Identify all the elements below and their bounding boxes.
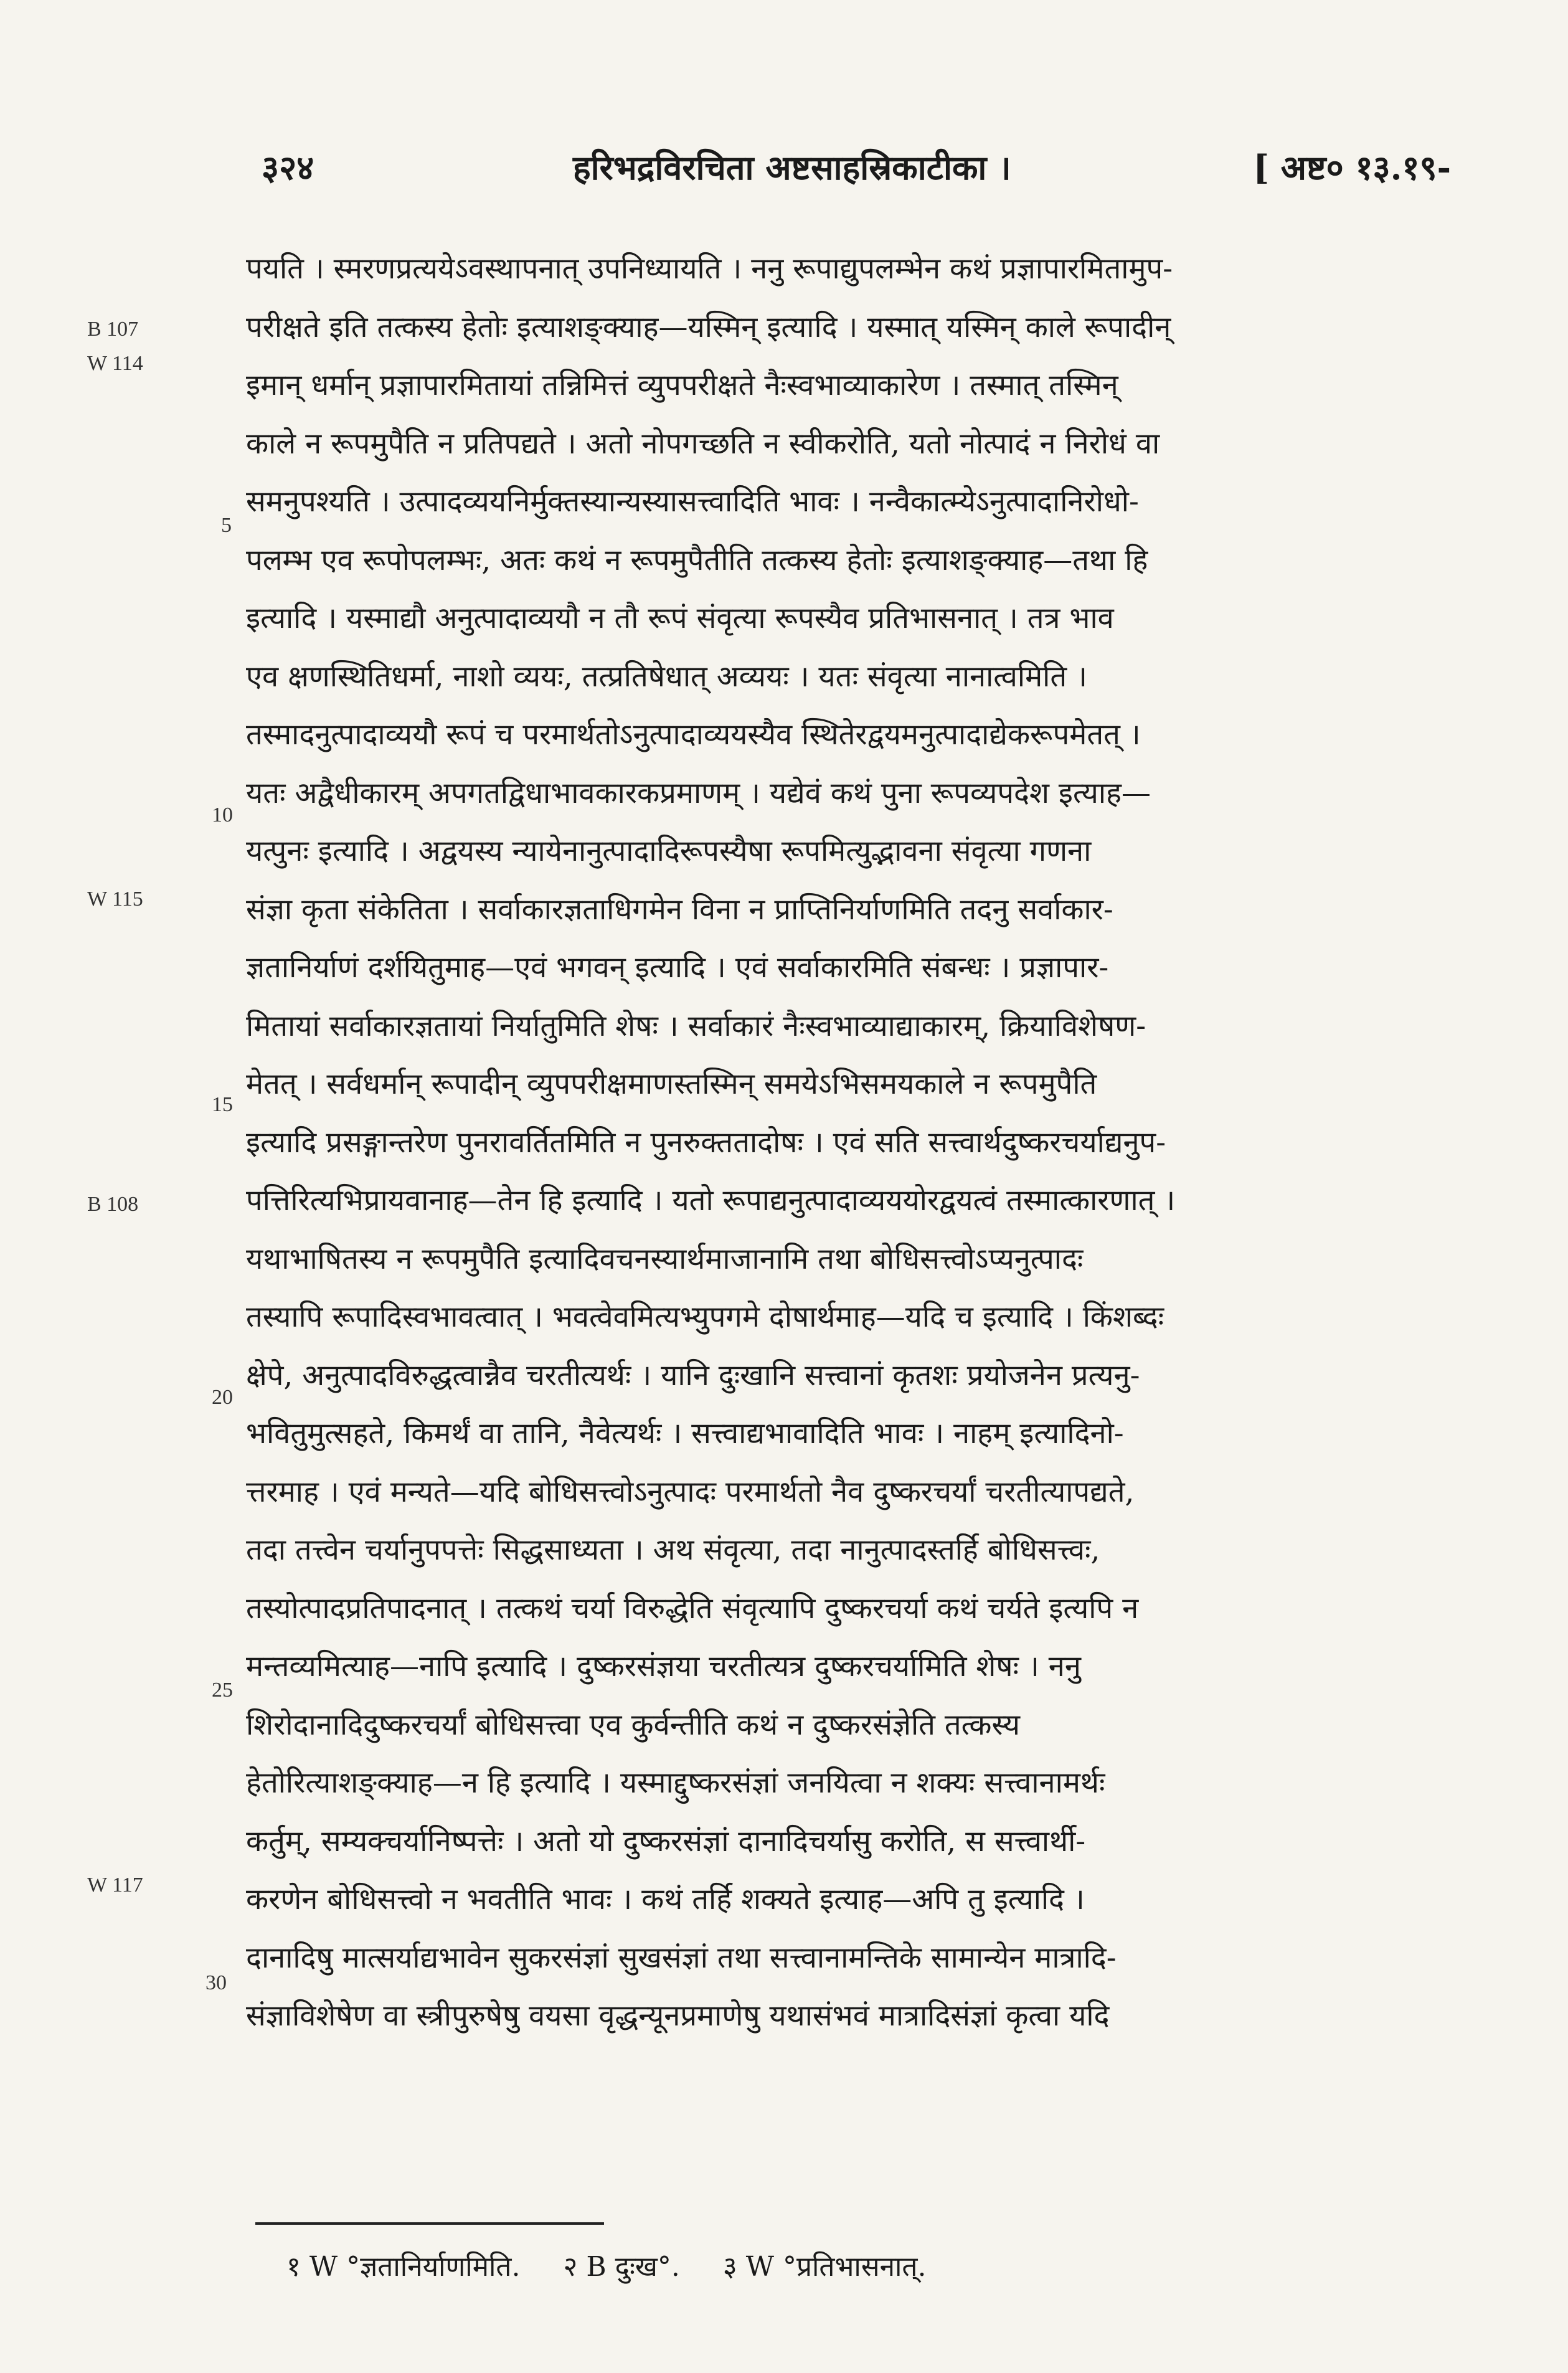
line-number-10: 10 [212, 803, 233, 827]
text-line: तस्यापि रूपादिस्वभावत्वात् । भवत्वेवमित्यभ्युपगमे दोषार्थमाह—यदि च इत्यादि । किंशब्दः [246, 1300, 1164, 1334]
section-reference: [ अष्ट० १३.१९- [1253, 148, 1451, 187]
line-number-20: 20 [212, 1386, 233, 1409]
text-line: मन्तव्यमित्याह—नापि इत्यादि । दुष्करसंज्ञया चरतीत्यत्र दुष्करचर्यामिति शेषः । ननु [246, 1649, 1081, 1684]
footnote-1: १ W °ज्ञतानिर्याणमिति. [286, 2251, 521, 2283]
text-line: तदा तत्त्वेन चर्यानुपपत्तेः सिद्धसाध्यता । अथ संवृत्या, तदा नानुत्पादस्तर्हि बोधिसत्त्वः, [246, 1533, 1100, 1567]
running-title: हरिभद्रविरचिता अष्टसाहस्रिकाटीका । [573, 148, 1011, 187]
margin-ref-w117: W 117 [87, 1873, 143, 1897]
commentary-body [246, 240, 1457, 2045]
text-line: इत्यादि प्रसङ्गान्तरेण पुनरावर्तितमिति न पुनरुक्ततादोषः । एवं सति सत्त्वार्थदुष्करचर्याद्यनुप- [246, 1125, 1166, 1160]
text-line: यत्पुनः इत्यादि । अद्वयस्य न्यायेनानुत्पादादिरूपस्यैषा रूपमित्युद्भावना संवृत्या गणना [246, 834, 1092, 868]
line-number-15: 15 [212, 1093, 233, 1116]
text-line: तस्योत्पादप्रतिपादनात् । तत्कथं चर्या विरुद्धेति संवृत्यापि दुष्करचर्या कथं चर्यते इत्यपि न [246, 1591, 1139, 1626]
text-line: पयति । स्मरणप्रत्ययेऽवस्थापनात् उपनिध्यायति । ननु रूपाद्युपलम्भेन कथं प्रज्ञापारमितामुप- [246, 252, 1173, 286]
margin-ref-w115: W 115 [87, 888, 143, 911]
text-line: करणेन बोधिसत्त्वो न भवतीति भावः । कथं तर्हि शक्यते इत्याह—अपि तु इत्यादि । [246, 1882, 1085, 1916]
text-line: यतः अद्वैधीकारम् अपगतद्विधाभावकारकप्रमाणम् । यद्येवं कथं पुना रूपव्यपदेश इत्याह— [246, 775, 1151, 810]
text-line: एव क्षणस्थितिधर्मा, नाशो व्ययः, तत्प्रतिषेधात् अव्ययः । यतः संवृत्या नानात्वमिति । [246, 659, 1087, 694]
line-number-5: 5 [221, 514, 232, 537]
text-line: संज्ञा कृता संकेतिता । सर्वाकारज्ञताधिगमेन विना न प्राप्तिनिर्याणमिति तदनु सर्वाकार- [246, 892, 1113, 927]
page-header [262, 143, 1451, 199]
footnote-2: २ B दुःख°. [563, 2251, 680, 2283]
line-number-25: 25 [212, 1679, 233, 1702]
text-line: दानादिषु मात्सर्याद्यभावेन सुकरसंज्ञां सुखसंज्ञां तथा सत्त्वानामन्तिके सामान्येन मात्रादि- [246, 1940, 1117, 1975]
text-line: तस्मादनुत्पादाव्ययौ रूपं च परमार्थतोऽनुत्पादाव्ययस्यैव स्थितेरद्वयमनुत्पादाद्येकरूपमेतत् । [246, 718, 1141, 752]
text-line: समनुपश्यति । उत्पादव्ययनिर्मुक्तस्यान्यस्यासत्त्वादिति भावः । नन्वैकात्म्येऽनुत्पादानिरोधो- [246, 485, 1139, 519]
text-line: कर्तुम्, सम्यक्चर्यानिष्पत्तेः । अतो यो दुष्करसंज्ञां दानादिचर्यासु करोति, स सत्त्वार्थी- [246, 1824, 1086, 1859]
text-line: संज्ञाविशेषेण वा स्त्रीपुरुषेषु वयसा वृद्धन्यूनप्रमाणेषु यथासंभवं मात्रादिसंज्ञां कृत्वा यदि [246, 1999, 1110, 2033]
page-number: ३२४ [262, 148, 314, 187]
text-line: इत्यादि । यस्माद्यौ अनुत्पादाव्ययौ न तौ रूपं संवृत्या रूपस्यैव प्रतिभासनात् । तत्र भाव [246, 601, 1114, 635]
text-line: पत्तिरित्यभिप्रायवानाह—तेन हि इत्यादि । यतो रूपाद्यनुत्पादाव्यययोरद्वयत्वं तस्मात्कारणात् । [246, 1183, 1176, 1218]
text-line: त्तरमाह । एवं मन्यते—यदि बोधिसत्त्वोऽनुत्पादः परमार्थतो नैव दुष्करचर्यां चरतीत्यापद्यते, [246, 1474, 1135, 1509]
footnote-3: ३ W °प्रतिभासनात्. [722, 2251, 927, 2283]
margin-ref-b107: B 107 [87, 318, 139, 341]
margin-ref-w114: W 114 [87, 352, 143, 375]
text-line: हेतोरित्याशङ्क्याह—न हि इत्यादि । यस्माद्दुष्करसंज्ञां जनयित्वा न शक्यः सत्त्वानामर्थः [246, 1766, 1105, 1800]
margin-ref-b108: B 108 [87, 1193, 139, 1216]
text-line: यथाभाषितस्य न रूपमुपैति इत्यादिवचनस्यार्थमाजानामि तथा बोधिसत्त्वोऽप्यनुत्पादः [246, 1241, 1084, 1276]
text-line: इमान् धर्मान् प्रज्ञापारमितायां तन्निमित्तं व्युपपरीक्षते नैःस्वभाव्याकारेण । तस्मात् तस्मिन् [246, 368, 1118, 402]
text-line: भवितुमुत्सहते, किमर्थं वा तानि, नैवेत्यर्थः । सत्त्वाद्यभावादिति भावः । नाहम् इत्यादिनो- [246, 1416, 1124, 1451]
text-line: ज्ञतानिर्याणं दर्शयितुमाह—एवं भगवन् इत्यादि । एवं सर्वाकारमिति संबन्धः । प्रज्ञापार- [246, 950, 1109, 985]
text-line: शिरोदानादिदुष्करचर्यां बोधिसत्त्वा एव कुर्वन्तीति कथं न दुष्करसंज्ञेति तत्कस्य [246, 1707, 1021, 1742]
line-number-30: 30 [205, 1971, 227, 1994]
text-line: मेतत् । सर्वधर्मान् रूपादीन् व्युपपरीक्षमाणस्तस्मिन् समयेऽभिसमयकाले न रूपमुपैति [246, 1067, 1097, 1101]
footnote-rule [255, 2222, 604, 2225]
footnotes [286, 2242, 1407, 2292]
text-line: परीक्षते इति तत्कस्य हेतोः इत्याशङ्क्याह—यस्मिन् इत्यादि । यस्मात् यस्मिन् काले रूपादीन् [246, 310, 1171, 344]
text-line: क्षेपे, अनुत्पादविरुद्धत्वान्नैव चरतीत्यर्थः । यानि दुःखानि सत्त्वानां कृतशः प्रयोजनेन प्रत्यनु- [246, 1358, 1140, 1393]
text-line: पलम्भ एव रूपोपलम्भः, अतः कथं न रूपमुपैतीति तत्कस्य हेतोः इत्याशङ्क्याह—तथा हि [246, 542, 1148, 577]
text-line: काले न रूपमुपैति न प्रतिपद्यते । अतो नोपगच्छति न स्वीकरोति, यतो नोत्पादं न निरोधं वा [246, 426, 1160, 461]
text-line: मितायां सर्वाकारज्ञतायां निर्यातुमिति शेषः । सर्वाकारं नैःस्वभाव्याद्याकारम्, क्रियाविशेषण- [246, 1008, 1146, 1043]
